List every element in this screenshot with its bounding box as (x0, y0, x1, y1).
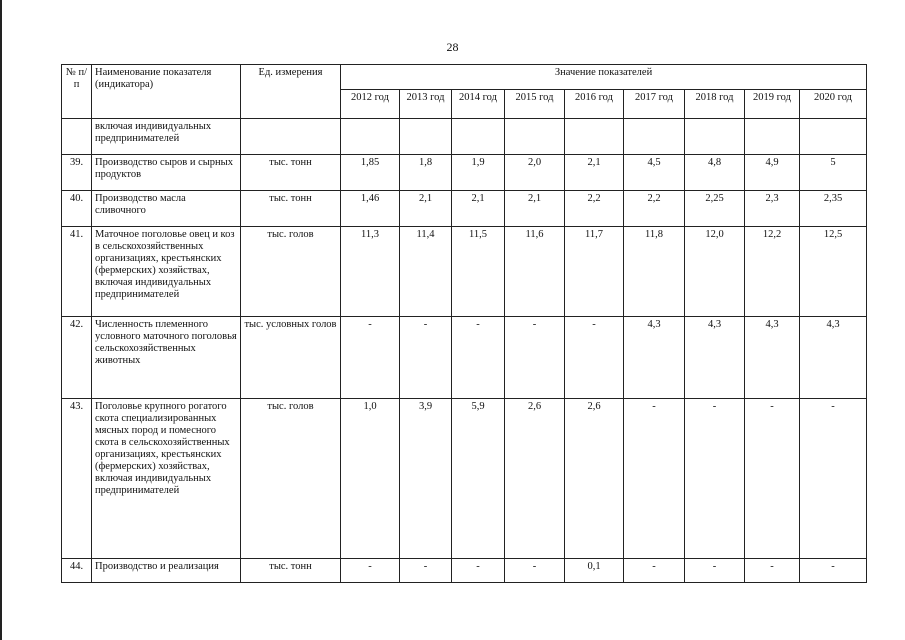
row-number: 39. (62, 155, 92, 191)
value-cell: 2,2 (624, 191, 685, 227)
unit-cell: тыс. тонн (241, 191, 341, 227)
value-cell (505, 119, 565, 155)
header-values: Значение показателей (341, 65, 867, 90)
value-cell: 12,0 (685, 227, 745, 317)
value-cell (400, 119, 452, 155)
value-cell (341, 119, 400, 155)
value-cell: 11,4 (400, 227, 452, 317)
table-header (62, 65, 867, 119)
value-cell (745, 119, 800, 155)
value-cell: 5 (800, 155, 867, 191)
value-cell: - (341, 559, 400, 583)
value-cell: 11,3 (341, 227, 400, 317)
table-row (62, 559, 867, 583)
value-cell: 2,3 (745, 191, 800, 227)
value-cell (800, 119, 867, 155)
header-year: 2020 год (800, 90, 867, 119)
header-year: 2014 год (452, 90, 505, 119)
page-number: 28 (446, 40, 459, 54)
header-year: 2018 год (685, 90, 745, 119)
value-cell: 2,1 (505, 191, 565, 227)
value-cell: 11,7 (565, 227, 624, 317)
value-cell: - (624, 559, 685, 583)
page-left-edge (0, 0, 2, 640)
value-cell: - (505, 317, 565, 399)
value-cell: 12,2 (745, 227, 800, 317)
value-cell: 11,8 (624, 227, 685, 317)
indicators-table (61, 64, 867, 583)
value-cell: - (452, 559, 505, 583)
value-cell: 1,0 (341, 399, 400, 559)
value-cell: 11,6 (505, 227, 565, 317)
value-cell: 0,1 (565, 559, 624, 583)
value-cell: 1,8 (400, 155, 452, 191)
value-cell: 2,6 (505, 399, 565, 559)
header-year: 2012 год (341, 90, 400, 119)
value-cell: 2,6 (565, 399, 624, 559)
header-unit: Ед. измерения (241, 65, 341, 119)
table-row (62, 227, 867, 317)
value-cell: 11,5 (452, 227, 505, 317)
unit-cell: тыс. голов (241, 227, 341, 317)
value-cell: 4,3 (685, 317, 745, 399)
table-row (62, 399, 867, 559)
value-cell: 1,46 (341, 191, 400, 227)
row-number: 44. (62, 559, 92, 583)
value-cell: - (800, 399, 867, 559)
row-number: 41. (62, 227, 92, 317)
value-cell (624, 119, 685, 155)
table-row (62, 155, 867, 191)
row-number: 43. (62, 399, 92, 559)
value-cell: - (565, 317, 624, 399)
value-cell (452, 119, 505, 155)
value-cell: - (800, 559, 867, 583)
row-number: 40. (62, 191, 92, 227)
header-row-top (62, 65, 867, 90)
value-cell: 1,85 (341, 155, 400, 191)
value-cell: 2,0 (505, 155, 565, 191)
indicator-name: Производство и реализация (92, 559, 241, 583)
value-cell: 5,9 (452, 399, 505, 559)
value-cell: - (685, 399, 745, 559)
value-cell: 2,25 (685, 191, 745, 227)
indicator-name: Производство сыров и сырных продуктов (92, 155, 241, 191)
indicator-name: включая индивидуальных предпринимателей (92, 119, 241, 155)
indicator-name: Численность племенного условного маточного поголовья сельскохозяйственных животных (92, 317, 241, 399)
value-cell: - (745, 399, 800, 559)
value-cell: - (745, 559, 800, 583)
value-cell: 4,9 (745, 155, 800, 191)
header-year: 2016 год (565, 90, 624, 119)
value-cell: 4,5 (624, 155, 685, 191)
header-year: 2019 год (745, 90, 800, 119)
row-number: 42. (62, 317, 92, 399)
value-cell: - (505, 559, 565, 583)
indicator-name: Производство масла сливочного (92, 191, 241, 227)
value-cell: 1,9 (452, 155, 505, 191)
unit-cell: тыс. условных голов (241, 317, 341, 399)
header-num: № п/п (62, 65, 92, 119)
value-cell: 4,3 (800, 317, 867, 399)
value-cell: - (685, 559, 745, 583)
table-body (62, 119, 867, 583)
row-number (62, 119, 92, 155)
header-year: 2013 год (400, 90, 452, 119)
table-row (62, 191, 867, 227)
value-cell: 2,1 (400, 191, 452, 227)
value-cell: - (452, 317, 505, 399)
value-cell: 4,8 (685, 155, 745, 191)
value-cell: 3,9 (400, 399, 452, 559)
value-cell: - (341, 317, 400, 399)
value-cell: - (400, 317, 452, 399)
unit-cell: тыс. тонн (241, 155, 341, 191)
value-cell (685, 119, 745, 155)
value-cell: 4,3 (624, 317, 685, 399)
indicator-name: Поголовье крупного рогатого скота специализированных мясных пород и помесного скота в сельскохозяйственных организациях, крестьянских (фермерских) хозяйствах, включая индивидуальных предпринимателей (92, 399, 241, 559)
table-row (62, 119, 867, 155)
unit-cell: тыс. тонн (241, 559, 341, 583)
value-cell: 2,1 (565, 155, 624, 191)
value-cell (565, 119, 624, 155)
unit-cell (241, 119, 341, 155)
header-year: 2015 год (505, 90, 565, 119)
unit-cell: тыс. голов (241, 399, 341, 559)
value-cell: 12,5 (800, 227, 867, 317)
value-cell: 2,1 (452, 191, 505, 227)
header-year: 2017 год (624, 90, 685, 119)
value-cell: - (624, 399, 685, 559)
indicator-name: Маточное поголовье овец и коз в сельскохозяйственных организациях, крестьянских (фермерских) хозяйствах, включая индивидуальных предпринимателей (92, 227, 241, 317)
value-cell: 2,35 (800, 191, 867, 227)
header-name: Наименование показателя (индикатора) (92, 65, 241, 119)
value-cell: 4,3 (745, 317, 800, 399)
value-cell: - (400, 559, 452, 583)
table-row (62, 317, 867, 399)
value-cell: 2,2 (565, 191, 624, 227)
